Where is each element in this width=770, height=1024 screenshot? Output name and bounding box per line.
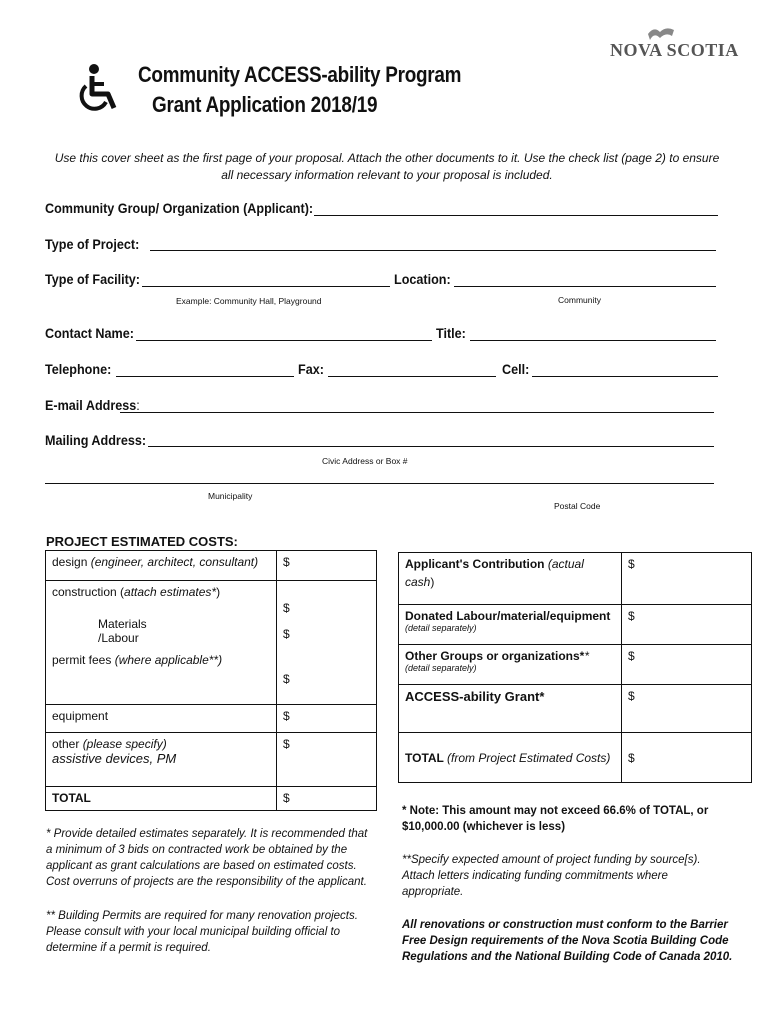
page-subtitle: Grant Application 2018/19 xyxy=(152,92,378,117)
barrier-free-note: All renovations or construction must conform to the Barrier Free Design requirements of the Nova Scotia Building Code Regulations and the National Building Code of Canada 2010. xyxy=(402,919,733,963)
design-row xyxy=(46,551,377,581)
fax-label: Fax: xyxy=(298,361,324,377)
location-label: Location: xyxy=(394,271,451,287)
location-field[interactable] xyxy=(454,286,716,287)
construction-row xyxy=(46,581,377,705)
intro-text: Use this cover sheet as the first page of your proposal. Attach the other documents to it. Use the check list (page 2) to ensure all necessary information relevant to your proposal is included. xyxy=(54,151,720,182)
equipment-label: equipment xyxy=(46,705,277,733)
title-label: Title: xyxy=(436,325,466,341)
wheelchair-icon xyxy=(74,62,126,114)
costs-total-label: TOTAL xyxy=(46,787,277,811)
equipment-row xyxy=(46,705,377,733)
contact-name-field[interactable] xyxy=(136,340,432,341)
community-group-label: Community Group/ Organization (Applicant): xyxy=(45,200,314,216)
other-groups-label: Other Groups or organizations** (detail separately) xyxy=(399,645,622,685)
funding-total-label: TOTAL (from Project Estimated Costs) xyxy=(399,733,622,783)
costs-heading: PROJECT ESTIMATED COSTS: xyxy=(46,534,238,549)
facility-type-field[interactable] xyxy=(142,286,390,287)
other-groups-amount[interactable]: $ xyxy=(622,645,752,685)
other-amount[interactable]: $ xyxy=(277,733,377,787)
grant-amount[interactable]: $ xyxy=(622,685,752,733)
costs-total-row xyxy=(46,787,377,811)
costs-total-amount[interactable]: $ xyxy=(277,787,377,811)
grant-label: ACCESS-ability Grant* xyxy=(399,685,622,733)
equipment-amount[interactable]: $ xyxy=(277,705,377,733)
title-field[interactable] xyxy=(470,340,716,341)
design-amount[interactable]: $ xyxy=(277,551,377,581)
project-type-label: Type of Project: xyxy=(45,236,140,252)
contact-name-label: Contact Name: xyxy=(45,325,134,341)
postal-code-hint: Postal Code xyxy=(554,501,601,511)
page-title: Community ACCESS-ability Program xyxy=(138,62,462,87)
permits-note: ** Building Permits are required for many renovation projects. Please consult with your local municipal building official to determine if a permit is required. xyxy=(46,910,358,954)
nova-scotia-logo xyxy=(600,24,739,64)
donated-row xyxy=(399,605,752,645)
estimates-note: * Provide detailed estimates separately. It is recommended that a minimum of 3 bids on contracted work be obtained by the applicant as grant calculations are based on estimated costs. Cost overruns of projects are the responsibility of the applicant. xyxy=(46,828,368,888)
email-field[interactable] xyxy=(120,412,714,413)
other-row xyxy=(46,733,377,787)
telephone-label: Telephone: xyxy=(45,361,112,377)
funding-source-note: **Specify expected amount of project funding by source[s). Attach letters indicating funding commitments where appropriate. xyxy=(402,854,701,898)
design-label: design (engineer, architect, consultant) xyxy=(46,551,277,581)
grant-limit-note: * Note: This amount may not exceed 66.6% of TOTAL, or $10,000.00 (whichever is less) xyxy=(402,805,709,833)
donated-label: Donated Labour/material/equipment (detail separately) xyxy=(399,605,622,645)
applicant-contribution-amount[interactable]: $ xyxy=(622,553,752,605)
location-hint: Community xyxy=(558,295,601,305)
construction-label: construction (attach estimates*) Materials /Labour permit fees (where applicable**) xyxy=(46,581,277,705)
donated-amount[interactable]: $ xyxy=(622,605,752,645)
email-label: E-mail Address: xyxy=(45,397,140,413)
cell-field[interactable] xyxy=(532,376,718,377)
civic-hint: Civic Address or Box # xyxy=(322,456,408,466)
mailing-address-line2[interactable] xyxy=(45,483,714,484)
project-type-field[interactable] xyxy=(150,250,716,251)
estimated-costs-table xyxy=(45,550,377,811)
telephone-field[interactable] xyxy=(116,376,294,377)
permit-fees-label: permit fees (where applicable**) xyxy=(52,653,223,667)
grant-row xyxy=(399,685,752,733)
construction-amounts[interactable]: $ $ $ xyxy=(277,581,377,705)
logo-text: NOVA SCOTIA xyxy=(610,40,739,60)
facility-type-label: Type of Facility: xyxy=(45,271,140,287)
mailing-address-label: Mailing Address: xyxy=(45,432,147,448)
other-label: other (please specify) assistive devices, PM xyxy=(46,733,277,787)
mailing-address-field[interactable] xyxy=(148,446,714,447)
municipality-hint: Municipality xyxy=(208,491,253,501)
applicant-row xyxy=(399,553,752,605)
community-group-field[interactable] xyxy=(314,215,718,216)
applicant-contribution-label: Applicant's Contribution (actual cash) xyxy=(399,553,622,605)
other-value: assistive devices, PM xyxy=(52,751,177,766)
fax-field[interactable] xyxy=(328,376,496,377)
materials-label: Materials xyxy=(98,617,147,631)
funding-total-amount[interactable]: $ xyxy=(622,733,752,783)
cell-label: Cell: xyxy=(502,361,530,377)
facility-hint: Example: Community Hall, Playground xyxy=(176,296,322,306)
funding-total-row xyxy=(399,733,752,783)
other-groups-row xyxy=(399,645,752,685)
funding-table xyxy=(398,552,752,783)
labour-label: /Labour xyxy=(98,631,139,645)
